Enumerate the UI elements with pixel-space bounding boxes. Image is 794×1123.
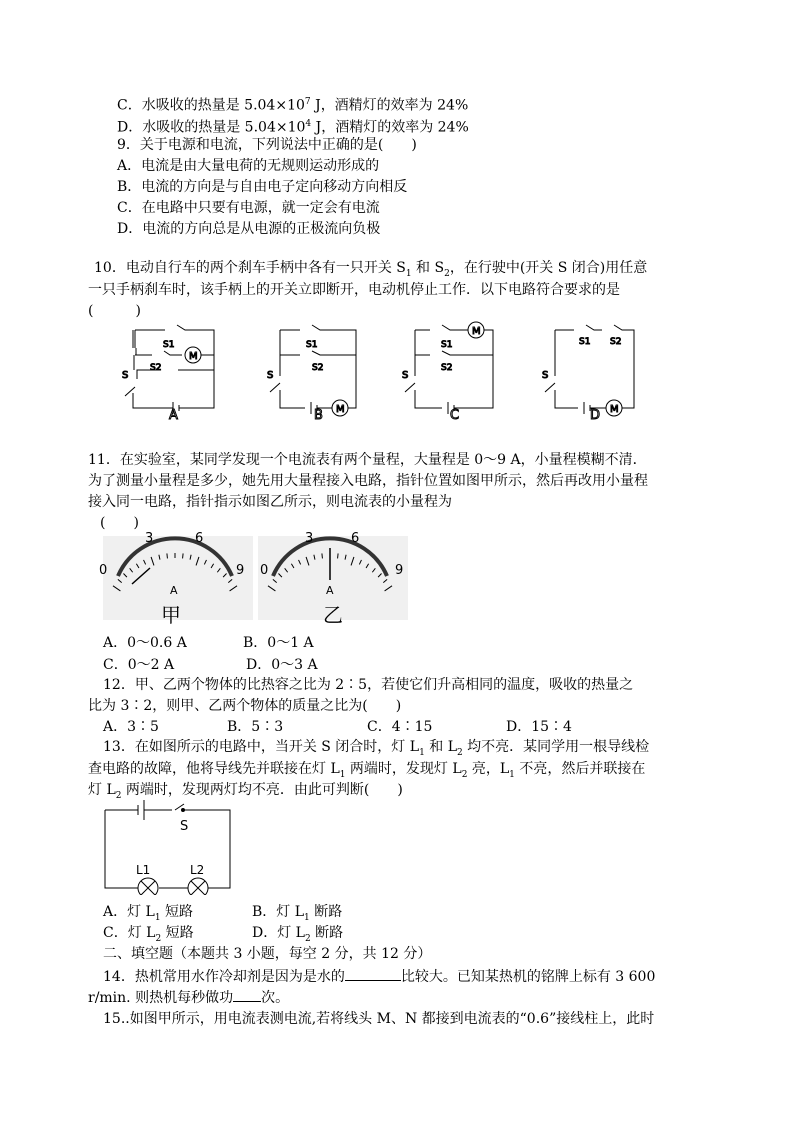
q13-s-label: S	[180, 819, 189, 834]
yi-tick-0: 0	[260, 563, 269, 578]
meter-tick	[167, 553, 168, 558]
q11-option-a: A．0～0.6 A	[103, 635, 187, 651]
jia-tick-3: 3	[145, 531, 154, 546]
q13-l2-label: L2	[190, 863, 205, 877]
d-m-label: M	[610, 404, 619, 415]
q11-option-c: C．0～2 A	[103, 657, 175, 673]
q13-line-2: 查电路的故障，他将导线先并联接在灯 $L_1$ 两端时，发现灯 $L_2$ 亮，$L_1$ 不亮，然后并联接在	[88, 761, 646, 780]
q8-option-d: D．水吸收的热量是 $5.04\times 10^4$ J，酒精灯的效率为 24%	[117, 119, 469, 136]
q9-option-c: C．在电路中只要有电源，就一定会有电流	[117, 200, 380, 216]
jia-tick-0: 0	[99, 563, 108, 578]
label-b: B	[314, 408, 323, 423]
q8-option-c: C．水吸收的热量是 $5.04\times 10^7$ J，酒精灯的效率为 24%	[117, 97, 469, 114]
jia-unit: A	[170, 584, 178, 597]
q11-line-2: 为了测量小量程是多少，她先用大量程接入电路，指针位置如图甲所示，然后再改用小量程	[88, 473, 648, 489]
q14-line-1: 14．热机常用水作冷却剂是因为是水的 比较大。已知某热机的铭牌上标有 3 600	[103, 966, 655, 987]
q13-circuit-diagram	[100, 800, 240, 895]
c-m-label: M	[472, 326, 481, 337]
yi-label: 乙	[323, 603, 343, 627]
d-s-label: S	[542, 370, 549, 381]
q13-option-d: D．灯 $L_2$ 断路	[252, 925, 344, 944]
meter-tick	[183, 553, 184, 558]
q11-line-1: 11．在实验室，某同学发现一个电流表有两个量程，大量程是 0～9 A，小量程模糊不清．	[88, 452, 647, 468]
q11-ammeter-figures	[95, 528, 415, 628]
q9-option-d: D．电流的方向总是从电源的正极流向负极	[117, 221, 381, 237]
c-s2-label: S2	[441, 363, 453, 373]
b-s-label: S	[267, 370, 274, 381]
circuit-a	[125, 325, 214, 414]
a-m-label: M	[189, 351, 198, 362]
section-2-heading: 二、填空题（本题共 3 小题，每空 2 分，共 12 分）	[103, 946, 432, 962]
q11-line-3: 接入同一电路，指针指示如图乙所示，则电流表的小量程为	[88, 494, 452, 510]
q10-line-2: 一只手柄刹车时，该手柄上的开关立即断开，电动机停止工作．以下电路符合要求的是	[88, 282, 620, 298]
q12-option-a: A．3∶5	[103, 719, 159, 735]
d-s1-label: S1	[579, 337, 591, 347]
q9-option-b: B．电流的方向是与自由电子定向移动方向相反	[117, 179, 408, 195]
q10-line-3: ( )	[88, 303, 141, 319]
d-s2-label: S2	[610, 337, 622, 347]
q13-l1-label: L1	[136, 863, 151, 877]
meter-tick	[338, 553, 339, 558]
label-c: C	[450, 408, 460, 423]
q14-blank-2[interactable]	[233, 987, 261, 1002]
a-s2-label: S2	[150, 363, 162, 373]
jia-label: 甲	[161, 603, 181, 627]
a-s-label: S	[122, 370, 129, 381]
a-s1-label: S1	[163, 340, 175, 350]
q10-line-1: 10．电动自行车的两个刹车手柄中各有一只开关 $S_1$ 和 $S_2$，在行驶中(开关 S 闭合)用任意	[94, 260, 648, 279]
jia-tick-9: 9	[236, 563, 245, 578]
q12-line-1: 12．甲、乙两个物体的比热容之比为 2∶5，若使它们升高相同的温度，吸收的热量之	[103, 677, 634, 693]
q9-option-a: A．电流是由大量电荷的无规则运动形成的	[117, 158, 380, 174]
q14-blank-1[interactable]	[345, 966, 401, 981]
q11-line-4: ( )	[100, 515, 139, 531]
q12-option-d: D．15∶4	[506, 719, 572, 735]
b-s2-label: S2	[312, 363, 324, 373]
q12-option-c: C．4∶15	[367, 719, 433, 735]
q15-line-1: 15..如图甲所示，用电流表测电流,若将线头 M、N 都接到电流表的“0.6”接线柱上，此时	[103, 1011, 655, 1027]
yi-tick-3: 3	[305, 531, 314, 546]
q13-option-b: B．灯 $L_1$ 断路	[252, 904, 343, 923]
yi-tick-6: 6	[351, 531, 360, 546]
label-d: D	[590, 408, 601, 423]
q13-option-a: A．灯 $L_1$ 短路	[103, 904, 194, 923]
q11-option-b: B．0～1 A	[243, 635, 314, 651]
q13-line-3: 灯 $L_2$ 两端时，发现两灯均不亮．由此可判断( )	[88, 782, 403, 801]
label-a: A	[169, 408, 178, 423]
q9-stem: 9．关于电源和电流，下列说法中正确的是( )	[117, 137, 417, 153]
q12-option-b: B．5∶3	[227, 719, 284, 735]
yi-unit: A	[326, 584, 334, 597]
jia-tick-6: 6	[195, 531, 204, 546]
q12-line-2: 比为 3∶2，则甲、乙两个物体的质量之比为( )	[88, 698, 402, 714]
q11-option-d: D．0～3 A	[246, 657, 318, 673]
b-s1-label: S1	[306, 340, 318, 350]
q14-line-2: r/min. 则热机每秒做功 次。	[88, 987, 289, 1008]
q10-circuit-diagrams	[0, 320, 794, 425]
b-m-label: M	[336, 404, 345, 415]
c-s1-label: S1	[441, 340, 453, 350]
q13-line-1: 13．在如图所示的电路中，当开关 S 闭合时，灯 $L_1$ 和 $L_2$ 均不亮．某同学用一根导线检	[103, 739, 650, 758]
c-s-label: S	[402, 370, 409, 381]
yi-tick-9: 9	[395, 563, 404, 578]
q13-option-c: C．灯 $L_2$ 短路	[103, 925, 194, 944]
meter-tick	[322, 553, 323, 558]
